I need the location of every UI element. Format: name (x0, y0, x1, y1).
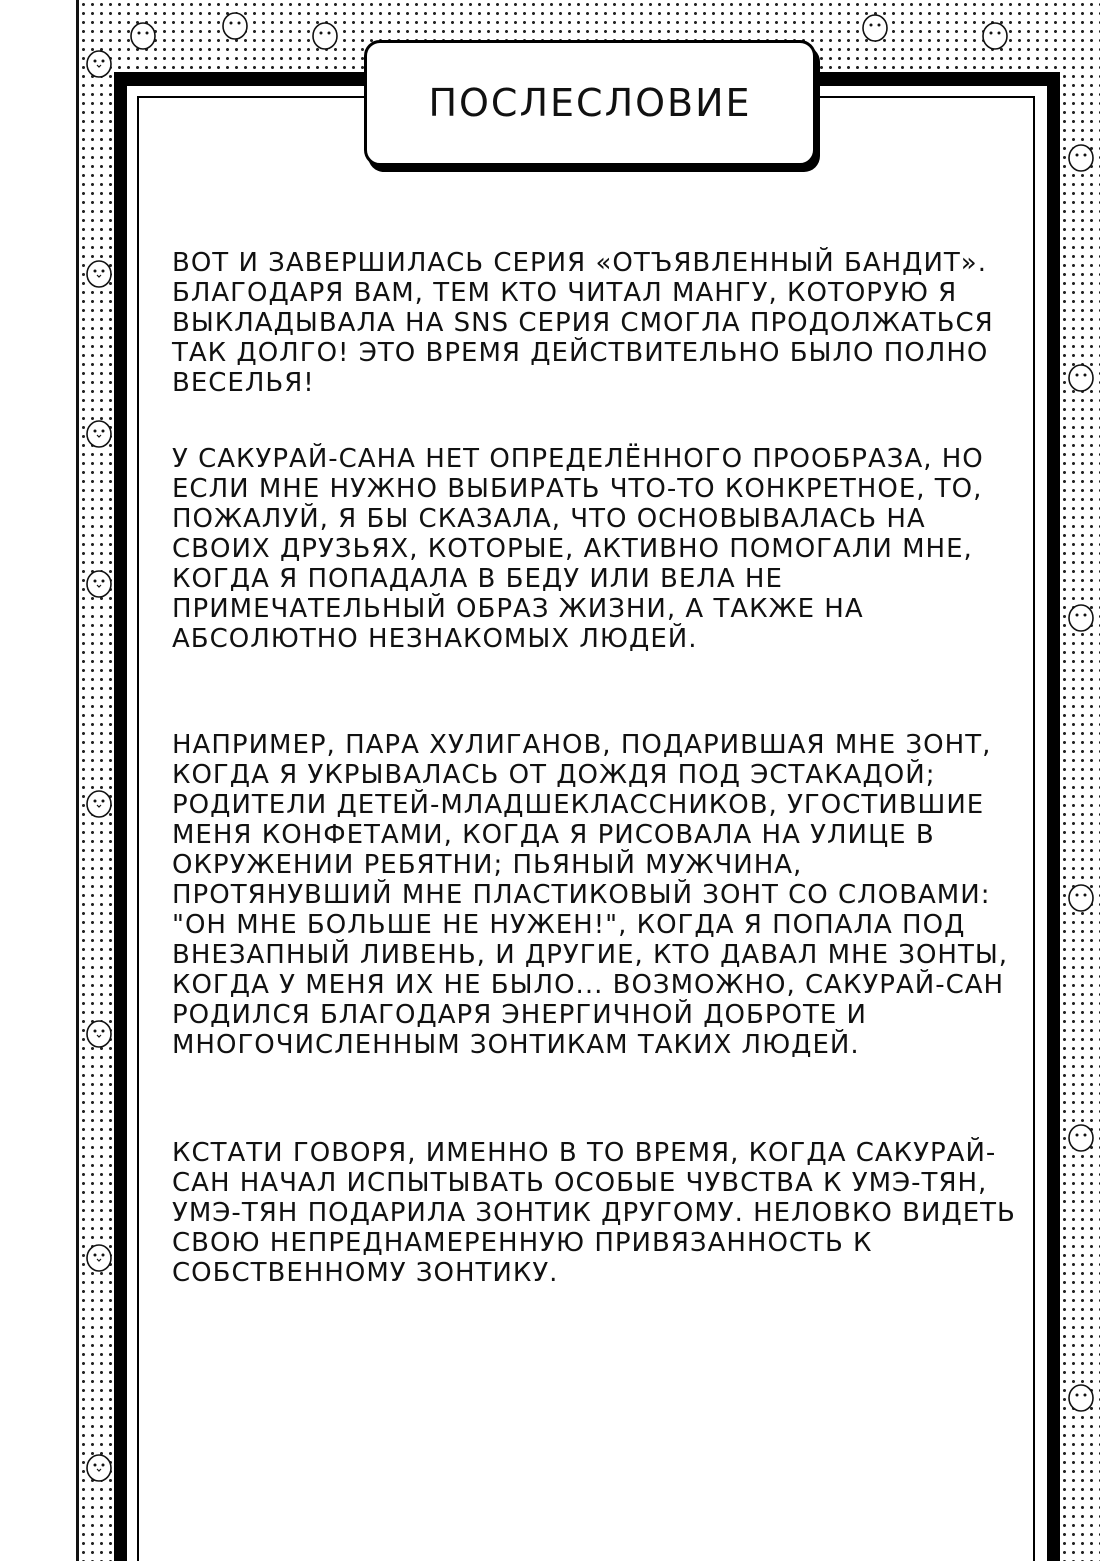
chick-icon (84, 1240, 114, 1274)
chick-icon (220, 8, 250, 42)
chick-icon (1066, 600, 1096, 634)
paragraph-3: НАПРИМЕР, ПАРА ХУЛИГАНОВ, ПОДАРИВШАЯ МНЕ ЗОНТ, КОГДА Я УКРЫВАЛАСЬ ОТ ДОЖДЯ ПОД ЭСТАКАДОЙ; РОДИТЕЛИ ДЕТЕЙ-МЛАДШЕКЛАССНИКОВ, УГОСТИВШИЕ МЕНЯ КОНФЕТАМИ, КОГДА Я РИСОВАЛА НА УЛИЦЕ В ОКРУЖЕНИИ РЕБЯТНИ; ПЬЯНЫЙ МУЖЧИНА, ПРОТЯНУВШИЙ МНЕ ПЛАСТИКОВЫЙ ЗОНТ СО СЛОВАМИ: "ОН МНЕ БОЛЬШЕ НЕ НУЖЕН!", КОГДА Я ПОПАЛА ПОД ВНЕЗАПНЫЙ ЛИВЕНЬ, И ДРУГИЕ, КТО ДАВАЛ МНЕ ЗОНТЫ, КОГДА У МЕНЯ ИХ НЕ БЫЛО... ВОЗМОЖНО, САКУРАЙ-САН РОДИЛСЯ БЛАГОДАРЯ ЭНЕРГИЧНОЙ ДОБРОТЕ И МНОГОЧИСЛЕННЫМ ЗОНТИКАМ ТАКИХ ЛЮДЕЙ. (172, 730, 1009, 1060)
chick-icon (84, 1450, 114, 1484)
chick-icon (980, 18, 1010, 52)
chick-icon (1066, 140, 1096, 174)
chick-icon (84, 256, 114, 290)
page-margin (0, 0, 78, 1561)
chick-icon (84, 46, 114, 80)
paragraph-4: КСТАТИ ГОВОРЯ, ИМЕННО В ТО ВРЕМЯ, КОГДА САКУРАЙ-САН НАЧАЛ ИСПЫТЫВАТЬ ОСОБЫЕ ЧУВСТВА К УМЭ-ТЯН, УМЭ-ТЯН ПОДАРИЛА ЗОНТИК ДРУГОМУ. НЕЛОВКО ВИДЕТЬ СВОЮ НЕПРЕДНАМЕРЕННУЮ ПРИВЯЗАННОСТЬ К СОБСТВЕННОМУ ЗОНТИКУ. (172, 1138, 1016, 1288)
title-plate (364, 40, 816, 166)
chick-icon (84, 786, 114, 820)
chick-icon (84, 416, 114, 450)
chick-icon (84, 1016, 114, 1050)
chick-icon (128, 18, 158, 52)
paragraph-1: ВОТ И ЗАВЕРШИЛАСЬ СЕРИЯ «ОТЪЯВЛЕННЫЙ БАНДИТ». БЛАГОДАРЯ ВАМ, ТЕМ КТО ЧИТАЛ МАНГУ, КОТОРУЮ Я ВЫКЛАДЫВАЛА НА SNS СЕРИЯ СМОГЛА ПРОДОЛЖАТЬСЯ ТАК ДОЛГО! ЭТО ВРЕМЯ ДЕЙСТВИТЕЛЬНО БЫЛО ПОЛНО ВЕСЕЛЬЯ! (172, 248, 994, 398)
chick-icon (84, 566, 114, 600)
chick-icon (1066, 880, 1096, 914)
chick-icon (1066, 1380, 1096, 1414)
chick-icon (1066, 1120, 1096, 1154)
chick-icon (310, 18, 340, 52)
afterword-body (172, 248, 1022, 1288)
paragraph-2: У САКУРАЙ-САНА НЕТ ОПРЕДЕЛЁННОГО ПРООБРАЗА, НО ЕСЛИ МНЕ НУЖНО ВЫБИРАТЬ ЧТО-ТО КОНКРЕТНОЕ, ТО, ПОЖАЛУЙ, Я БЫ СКАЗАЛА, ЧТО ОСНОВЫВАЛАСЬ НА СВОИХ ДРУЗЬЯХ, КОТОРЫЕ, АКТИВНО ПОМОГАЛИ МНЕ, КОГДА Я ПОПАДАЛА В БЕДУ ИЛИ ВЕЛА НЕ ПРИМЕЧАТЕЛЬНЫЙ ОБРАЗ ЖИЗНИ, А ТАКЖЕ НА АБСОЛЮТНО НЕЗНАКОМЫХ ЛЮДЕЙ. (172, 444, 984, 654)
chick-icon (1066, 360, 1096, 394)
chick-icon (860, 10, 890, 44)
page-title: ПОСЛЕСЛОВИЕ (428, 81, 752, 125)
